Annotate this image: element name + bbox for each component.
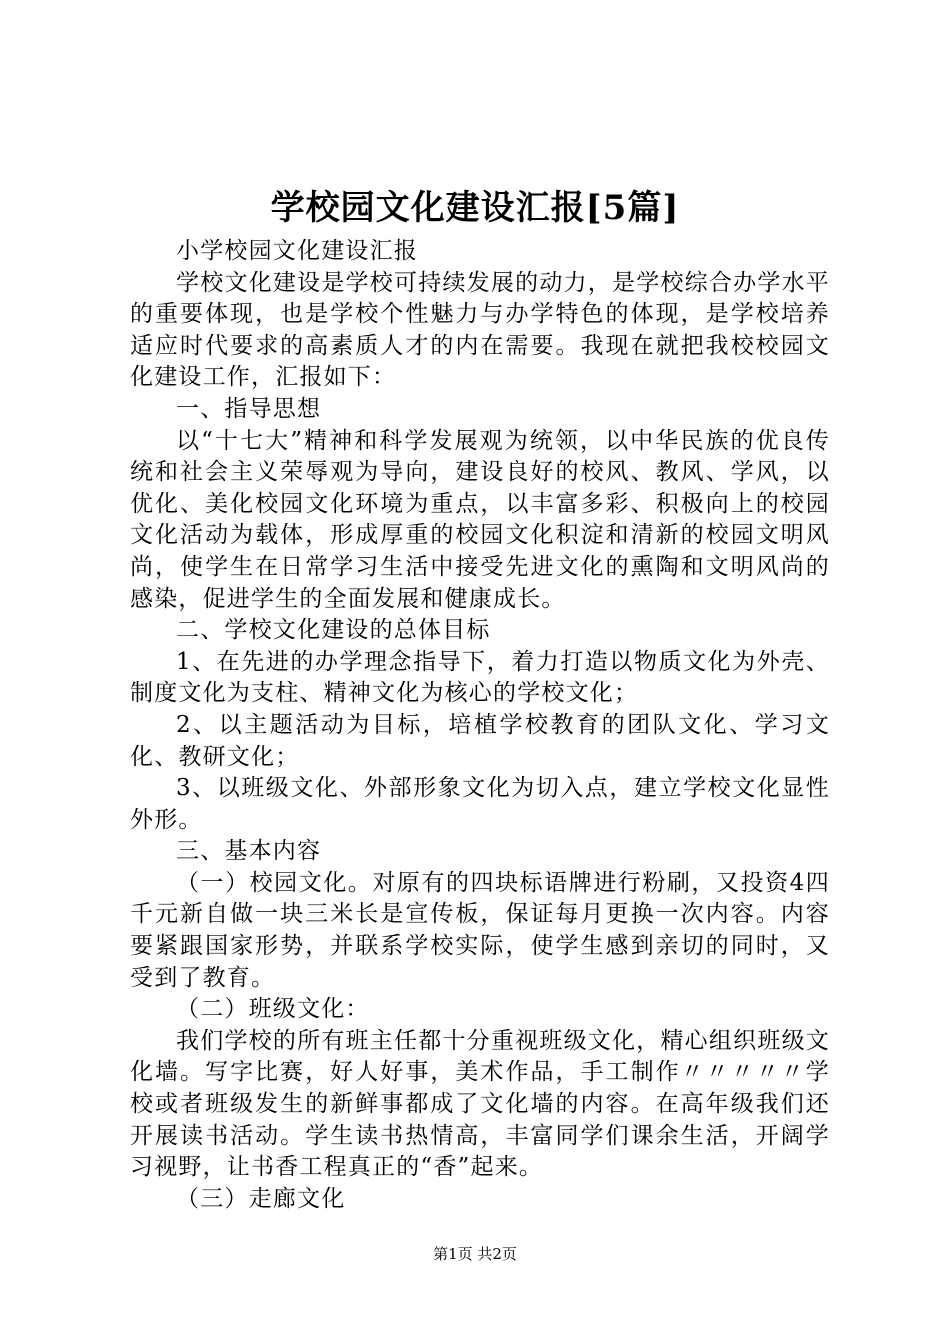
paragraph-subtitle: 小学校园文化建设汇报 xyxy=(176,238,418,264)
subheading-corridor-culture: （三）走廊文化 xyxy=(176,1185,346,1212)
goal-item-3: 3、以班级文化、外部形象文化为切入点，建立学校文化显性外形。 xyxy=(130,775,830,833)
section-heading-basic-content: 三、基本内容 xyxy=(176,838,322,865)
document-title: 学校园文化建设汇报[5篇] xyxy=(270,188,680,228)
subheading-class-culture: （二）班级文化： xyxy=(176,996,370,1023)
paragraph-guiding-ideology: 以“十七大”精神和科学发展观为统领，以中华民族的优良传统和社会主义荣辱观为导向，建设良好的校风、教风、学风，以优化、美化校园文化环境为重点，以丰富多彩、积极向上的校园文化活动为载体，形成厚重的校园文化积淀和清新的校园文明风尚，使学生在日常学习生活中接受先进文化的熏陶和文明风尚的感染，促进学生的全面发展和健康成长。 xyxy=(130,427,830,612)
section-heading-guiding-ideology: 一、指导思想 xyxy=(176,395,322,422)
paragraph-class-culture: 我们学校的所有班主任都十分重视班级文化，精心组织班级文化墙。写字比赛，好人好事，美术作品，手工制作〃〃〃〃〃学校或者班级发生的新鲜事都成了文化墙的内容。在高年级我们还开展读书活动。学生读书热情高，丰富同学们课余生活，开阔学习视野，让书香工程真正的“香”起来。 xyxy=(130,1027,830,1181)
goal-item-2: 2、以主题活动为目标，培植学校教育的团队文化、学习文化、教研文化； xyxy=(130,711,830,770)
document-body xyxy=(130,236,830,1215)
paragraph-campus-culture: （一）校园文化。对原有的四块标语牌进行粉刷，又投资4四千元新自做一块三米长是宣传板，保证每月更换一次内容。内容要紧跟国家形势，并联系学校实际，使学生感到亲切的同时，又受到了教育。 xyxy=(130,869,830,991)
page-footer: 第1页 共2页 xyxy=(433,1245,517,1263)
section-heading-overall-goals: 二、学校文化建设的总体目标 xyxy=(176,617,491,644)
paragraph-intro: 学校文化建设是学校可持续发展的动力，是学校综合办学水平的重要体现，也是学校个性魅力与办学特色的体现，是学校培养适应时代要求的高素质人才的内在需要。我现在就把我校校园文化建设工作，汇报如下： xyxy=(130,269,830,391)
goal-item-1: 1、在先进的办学理念指导下，着力打造以物质文化为外壳、制度文化为支柱、精神文化为核心的学校文化； xyxy=(130,648,830,707)
